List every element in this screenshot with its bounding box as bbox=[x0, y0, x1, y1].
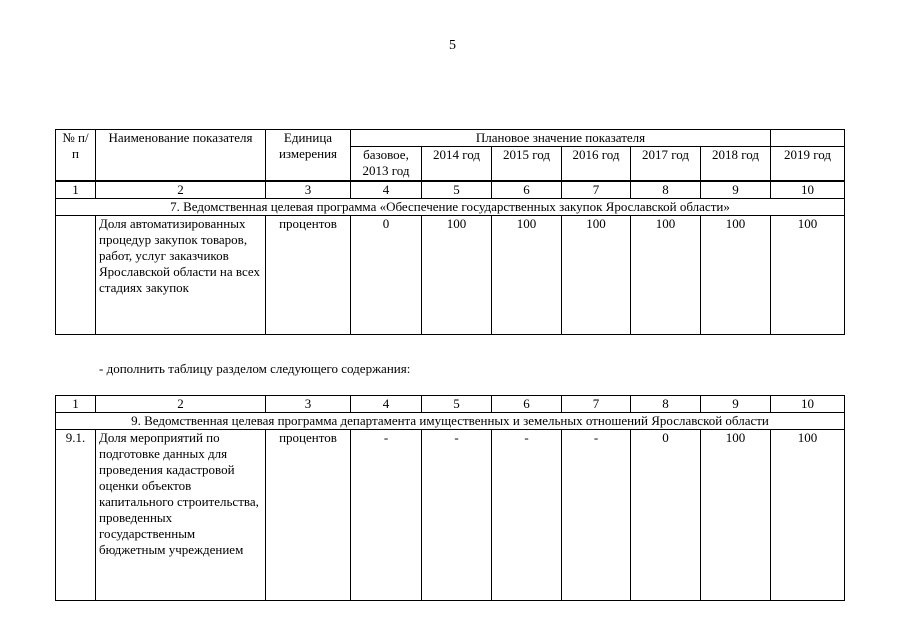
header-num: № п/п bbox=[56, 130, 96, 182]
header-year-base: базовое, 2013 год bbox=[351, 147, 422, 182]
header-year-2018: 2018 год bbox=[701, 147, 771, 182]
header-year-2014: 2014 год bbox=[422, 147, 492, 182]
row-unit: процентов bbox=[266, 430, 351, 601]
amendment-note: - дополнить таблицу разделом следующего содержания: bbox=[99, 361, 411, 376]
row-indicator-name: Доля мероприятий по подготовке данных для проведения кадастровой оценки объектов капитального строительства, проведенных государственным бюджетным учреждением bbox=[96, 430, 266, 601]
col-number: 8 bbox=[631, 396, 701, 413]
row-num: 9.1. bbox=[56, 430, 96, 601]
header-year-2017: 2017 год bbox=[631, 147, 701, 182]
row-value-2019: 100 bbox=[771, 430, 845, 601]
header-year-2015: 2015 год bbox=[492, 147, 562, 182]
header-year-2016: 2016 год bbox=[562, 147, 631, 182]
row-value-base: 0 bbox=[351, 216, 422, 335]
row-value-2018: 100 bbox=[701, 216, 771, 335]
section-title: 7. Ведомственная целевая программа «Обеспечение государственных закупок Ярославской области» bbox=[56, 199, 845, 216]
col-number: 6 bbox=[492, 181, 562, 199]
col-number: 1 bbox=[56, 181, 96, 199]
col-number: 5 bbox=[422, 181, 492, 199]
col-number: 9 bbox=[701, 396, 771, 413]
col-number: 3 bbox=[266, 396, 351, 413]
row-value-2015: - bbox=[492, 430, 562, 601]
col-number: 7 bbox=[562, 181, 631, 199]
row-value-2014: 100 bbox=[422, 216, 492, 335]
row-value-2017: 0 bbox=[631, 430, 701, 601]
col-number: 6 bbox=[492, 396, 562, 413]
col-number: 2 bbox=[96, 181, 266, 199]
header-year-2019: 2019 год bbox=[771, 147, 845, 182]
page-number: 5 bbox=[449, 38, 456, 53]
col-number: 10 bbox=[771, 181, 845, 199]
header-plan-empty bbox=[771, 130, 845, 147]
col-number: 5 bbox=[422, 396, 492, 413]
row-value-2015: 100 bbox=[492, 216, 562, 335]
col-number: 1 bbox=[56, 396, 96, 413]
row-unit: процентов bbox=[266, 216, 351, 335]
col-number: 7 bbox=[562, 396, 631, 413]
col-number: 10 bbox=[771, 396, 845, 413]
row-indicator-name: Доля автоматизированных процедур закупок товаров, работ, услуг заказчиков Ярославской области на всех стадиях закупок bbox=[96, 216, 266, 335]
header-name: Наименование показателя bbox=[96, 130, 266, 182]
header-unit: Единица измерения bbox=[266, 130, 351, 182]
header-plan: Плановое значение показателя bbox=[351, 130, 771, 147]
indicator-table-2 bbox=[55, 395, 845, 601]
row-value-base: - bbox=[351, 430, 422, 601]
row-value-2018: 100 bbox=[701, 430, 771, 601]
row-value-2016: - bbox=[562, 430, 631, 601]
col-number: 3 bbox=[266, 181, 351, 199]
section-title: 9. Ведомственная целевая программа департамента имущественных и земельных отношений Ярославской области bbox=[56, 413, 845, 430]
col-number: 9 bbox=[701, 181, 771, 199]
col-number: 2 bbox=[96, 396, 266, 413]
row-value-2017: 100 bbox=[631, 216, 701, 335]
row-value-2019: 100 bbox=[771, 216, 845, 335]
col-number: 4 bbox=[351, 181, 422, 199]
row-value-2016: 100 bbox=[562, 216, 631, 335]
row-value-2014: - bbox=[422, 430, 492, 601]
indicator-table-1 bbox=[55, 129, 845, 335]
col-number: 8 bbox=[631, 181, 701, 199]
col-number: 4 bbox=[351, 396, 422, 413]
row-num bbox=[56, 216, 96, 335]
